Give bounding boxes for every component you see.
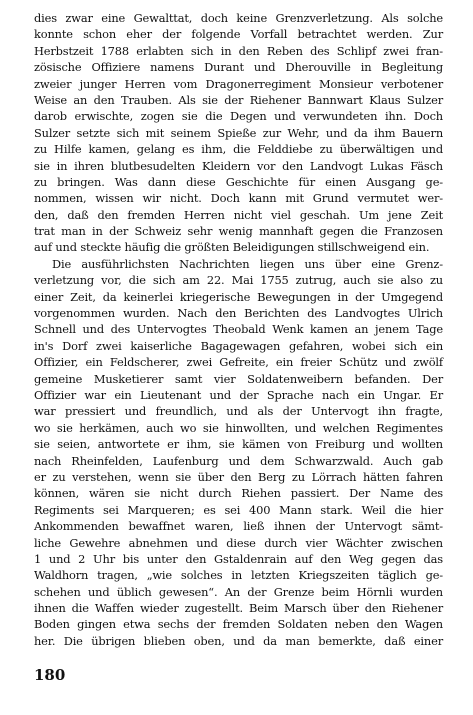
text-line: konnte schon eher der folgende Vorfall betrachtet werden. Zur	[34, 27, 443, 42]
text-line: schehen und üblich gewesen“. An der Grenze beim Hörnli wurden	[34, 584, 443, 599]
page-number: 180	[34, 666, 66, 684]
text-line: her. Die übrigen blieben oben, und da man bemerkte, daß einer	[34, 633, 443, 648]
text-line: verletzung vor, die sich am 22. Mai 1755 zutrug, auch sie also zu	[34, 273, 443, 288]
text-line: zu Hilfe kamen, gelang es ihm, die Felddiebe zu überwältigen und	[34, 142, 443, 157]
text-line: war pressiert und freundlich, und als der Untervogt ihn fragte,	[34, 404, 443, 419]
text-line: Waldhorn tragen, „wie solches in letzten Kriegszeiten täglich ge-	[34, 568, 443, 583]
text-line: Offizier war ein Lieutenant und der Sprache nach ein Ungar. Er	[34, 387, 443, 402]
text-line: Offizier, ein Feldscherer, zwei Gefreite, ein freier Schütz und zwölf	[34, 355, 443, 370]
text-line: zösische Offiziere namens Durant und Dherouville in Begleitung	[34, 60, 443, 75]
text-line: ihnen die Waffen wieder zugestellt. Beim Marsch über den Riehener	[34, 601, 443, 616]
text-line: dies zwar eine Gewalttat, doch keine Grenzverletzung. Als solche	[34, 11, 443, 25]
text-line: in's Dorf zwei kaiserliche Bagagewagen gefahren, wobei sich ein	[34, 338, 443, 353]
body-text	[34, 10, 443, 649]
text-line: Boden gingen etwa sechs der fremden Soldaten neben den Wagen	[34, 617, 443, 632]
text-line: nommen, wissen wir nicht. Doch kann mit Grund vermutet wer-	[34, 191, 443, 206]
text-line: vorgenommen wurden. Nach den Berichten des Landvogtes Ulrich	[34, 306, 443, 321]
text-line: Regiments sei Marqueren; es sei 400 Mann stark. Weil die hier	[34, 502, 443, 517]
text-line: Die ausführlichsten Nachrichten liegen uns über eine Grenz-	[52, 256, 443, 271]
text-line: Sulzer setzte sich mit seinem Spieße zur Wehr, und da ihm Bauern	[34, 125, 443, 140]
text-line: liche Gewehre abnehmen und diese durch vier Wächter zwischen	[34, 535, 443, 550]
text-line: 1 und 2 Uhr bis unter den Gstaldenrain auf den Weg gegen das	[34, 551, 443, 566]
text-line: er zu verstehen, wenn sie über den Berg zu Lörrach hätten fahren	[34, 469, 443, 484]
text-line: sie seien, antwortete er ihm, sie kämen von Freiburg und wollten	[34, 437, 443, 452]
text-line: sie in ihren blutbesudelten Kleidern vor den Landvogt Lukas Fäsch	[34, 158, 443, 173]
text-line: Ankommenden bewaffnet waren, ließ ihnen der Untervogt sämt-	[34, 519, 443, 534]
paragraph-2	[34, 256, 443, 649]
text-line: darob erwischte, zogen sie die Degen und verwundeten ihn. Doch	[34, 109, 443, 124]
text-line: können, wären sie nicht durch Riehen passiert. Der Name des	[34, 486, 443, 501]
text-line: den, daß den fremden Herren nicht viel geschah. Um jene Zeit	[34, 207, 443, 222]
text-line: Weise an den Trauben. Als sie der Riehener Bannwart Klaus Sulzer	[34, 92, 443, 107]
text-line: wo sie herkämen, auch wo sie hinwollten, und welchen Regimentes	[34, 420, 443, 435]
text-line: zu bringen. Was dann diese Geschichte für einen Ausgang ge-	[34, 174, 443, 189]
text-line: nach Rheinfelden, Laufenburg und dem Schwarzwald. Auch gab	[34, 453, 443, 468]
text-line: trat man in der Schweiz sehr wenig mannhaft gegen die Franzosen	[34, 224, 443, 239]
text-line: Schnell und des Untervogtes Theobald Wenk kamen an jenem Tage	[34, 322, 443, 337]
text-line: zweier junger Herren vom Dragonerregiment Monsieur verbotener	[34, 76, 443, 91]
text-line: einer Zeit, da keinerlei kriegerische Bewegungen in der Umgegend	[34, 289, 443, 304]
text-line: Herbstzeit 1788 erlabten sich in den Reben des Schlipf zwei fran-	[34, 43, 443, 58]
text-line: auf und steckte häufig die größten Beleidigungen stillschweigend ein.	[34, 240, 430, 255]
paragraph-1	[34, 10, 443, 256]
text-line: gemeine Musketierer samt vier Soldatenweibern befanden. Der	[34, 371, 443, 386]
